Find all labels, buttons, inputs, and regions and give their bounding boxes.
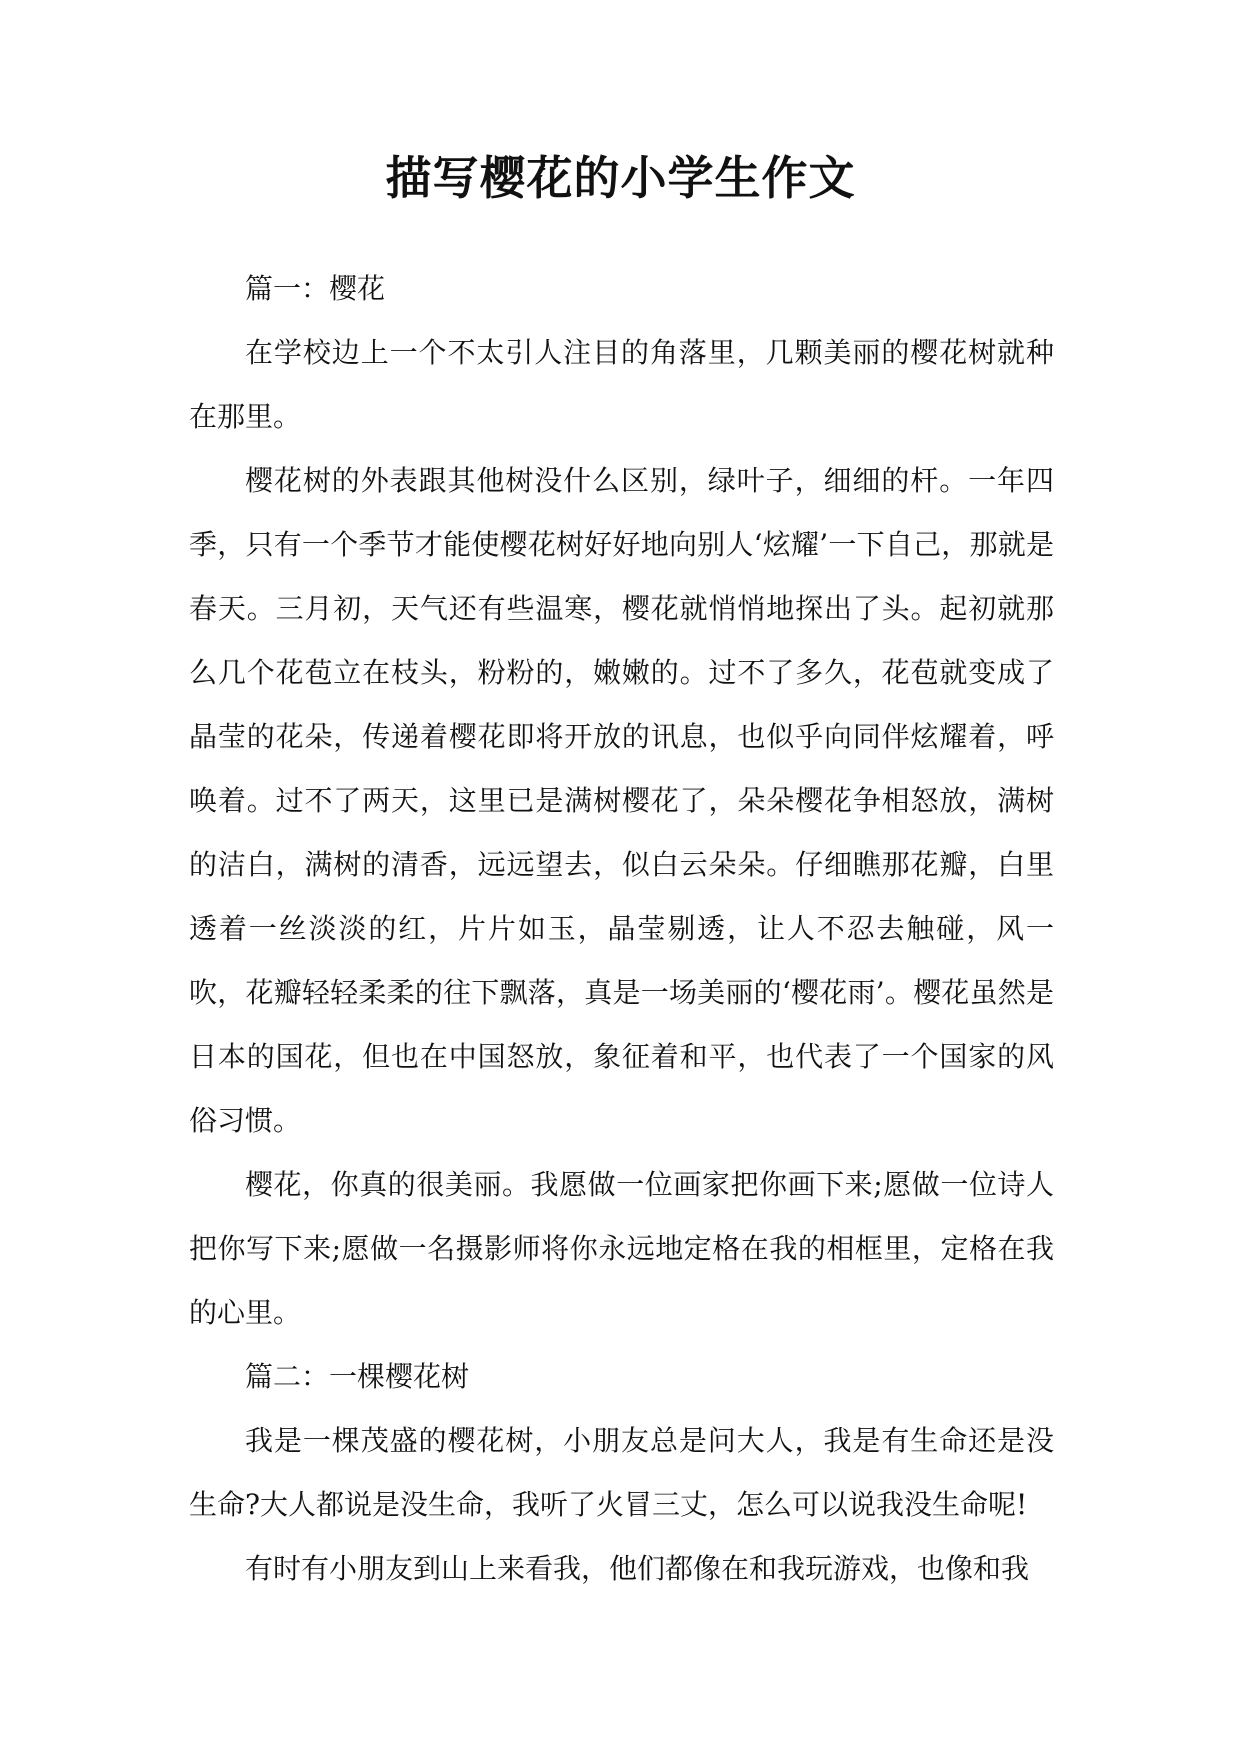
document-body (189, 257, 1054, 1601)
paragraph: 有时有小朋友到山上来看我，他们都像在和我玩游戏，也像和我 (245, 1552, 1030, 1585)
section-heading-1: 篇一：樱花 (245, 272, 386, 305)
section-heading-2: 篇二：一棵樱花树 (245, 1360, 470, 1393)
paragraph: 樱花树的外表跟其他树没什么区别，绿叶子，细细的杆。一年四季，只有一个季节才能使樱花树好好地向别人‘炫耀’一下自己，那就是春天。三月初，天气还有些温寒，樱花就悄悄地探出了头。起初就那么几个花苞立在枝头，粉粉的，嫩嫩的。过不了多久，花苞就变成了晶莹的花朵，传递着樱花即将开放的讯息，也似乎向同伴炫耀着，呼唤着。过不了两天，这里已是满树樱花了，朵朵樱花争相怒放，满树的洁白，满树的清香，远远望去，似白云朵朵。仔细瞧那花瓣，白里透着一丝淡淡的红，片片如玉，晶莹剔透，让人不忍去触碰，风一吹，花瓣轻轻柔柔的往下飘落，真是一场美丽的‘樱花雨’。樱花虽然是日本的国花，但也在中国怒放，象征着和平，也代表了一个国家的风俗习惯。 (189, 464, 1054, 1137)
document-title: 描写樱花的小学生作文 (385, 151, 856, 205)
paragraph: 樱花，你真的很美丽。我愿做一位画家把你画下来;愿做一位诗人把你写下来;愿做一名摄影师将你永远地定格在我的相框里，定格在我的心里。 (189, 1168, 1054, 1329)
paragraph: 在学校边上一个不太引人注目的角落里，几颗美丽的樱花树就种在那里。 (189, 336, 1054, 433)
paragraph: 我是一棵茂盛的樱花树，小朋友总是问大人，我是有生命还是没生命?大人都说是没生命，我听了火冒三丈，怎么可以说我没生命呢! (189, 1424, 1054, 1521)
